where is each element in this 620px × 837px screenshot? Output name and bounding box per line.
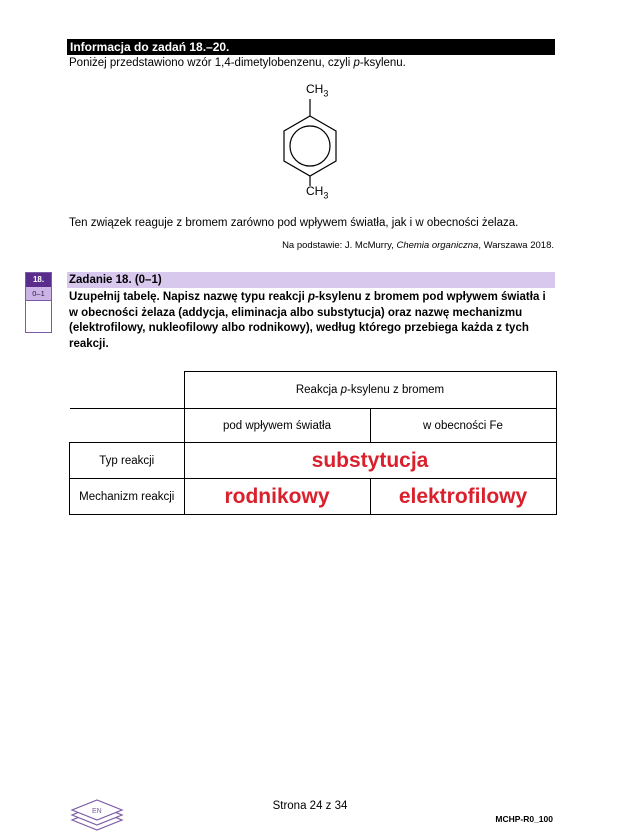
info-header: Informacja do zadań 18.–20. — [67, 39, 555, 55]
table-empty-cell — [70, 372, 185, 409]
answer-table — [69, 371, 557, 515]
row-label-type: Typ reakcji — [70, 443, 185, 479]
page-number: Strona 24 z 34 — [272, 800, 348, 812]
svg-text:EN: EN — [92, 808, 102, 815]
table-main-header: Reakcja p-ksylenu z bromem — [184, 372, 556, 409]
answer-mechanism-light: rodnikowy — [184, 479, 370, 515]
answer-mechanism-fe: elektrofilowy — [370, 479, 556, 515]
reaction-description: Ten związek reaguje z bromem zarówno pod wpływem światła, jak i w obecności żelaza. — [69, 217, 519, 229]
row-label-mechanism: Mechanizm reakcji — [70, 479, 185, 515]
answer-type: substytucja — [184, 443, 556, 479]
col-header-light: pod wpływem światła — [184, 409, 370, 443]
col-header-fe: w obecności Fe — [370, 409, 556, 443]
top-methyl-label: $CH_3$ — [306, 82, 329, 99]
task-instruction: Uzupełnij tabelę. Napisz nazwę typu reakcji p-ksylenu z bromem pod wpływem światła i w obecności żelaza (addycja, eliminacja albo substytucja) oraz nazwę mechanizmu (elektrofilowy, nukleofilowy albo rodnikowy), według którego przebiega każda z tych reakcji. — [69, 291, 546, 350]
table-empty-cell — [70, 409, 185, 443]
benzene-ring-icon — [250, 78, 360, 203]
score-box — [25, 272, 52, 333]
task-title: Zadanie 18. (0–1) — [67, 272, 555, 288]
intro-text: Poniżej przedstawiono wzór 1,4-dimetylobenzenu, czyli p-ksylenu. — [69, 57, 406, 69]
exam-code: MCHP-R0_100 — [495, 814, 553, 824]
points-badge: 0–1 — [26, 287, 51, 301]
bottom-methyl-label: $CH_3$ — [306, 184, 329, 201]
task-number-badge: 18. — [26, 273, 51, 287]
p-xylene-structure — [250, 78, 360, 203]
source-citation: Na podstawie: J. McMurry, Chemia organiczna, Warszawa 2018. — [282, 240, 554, 251]
